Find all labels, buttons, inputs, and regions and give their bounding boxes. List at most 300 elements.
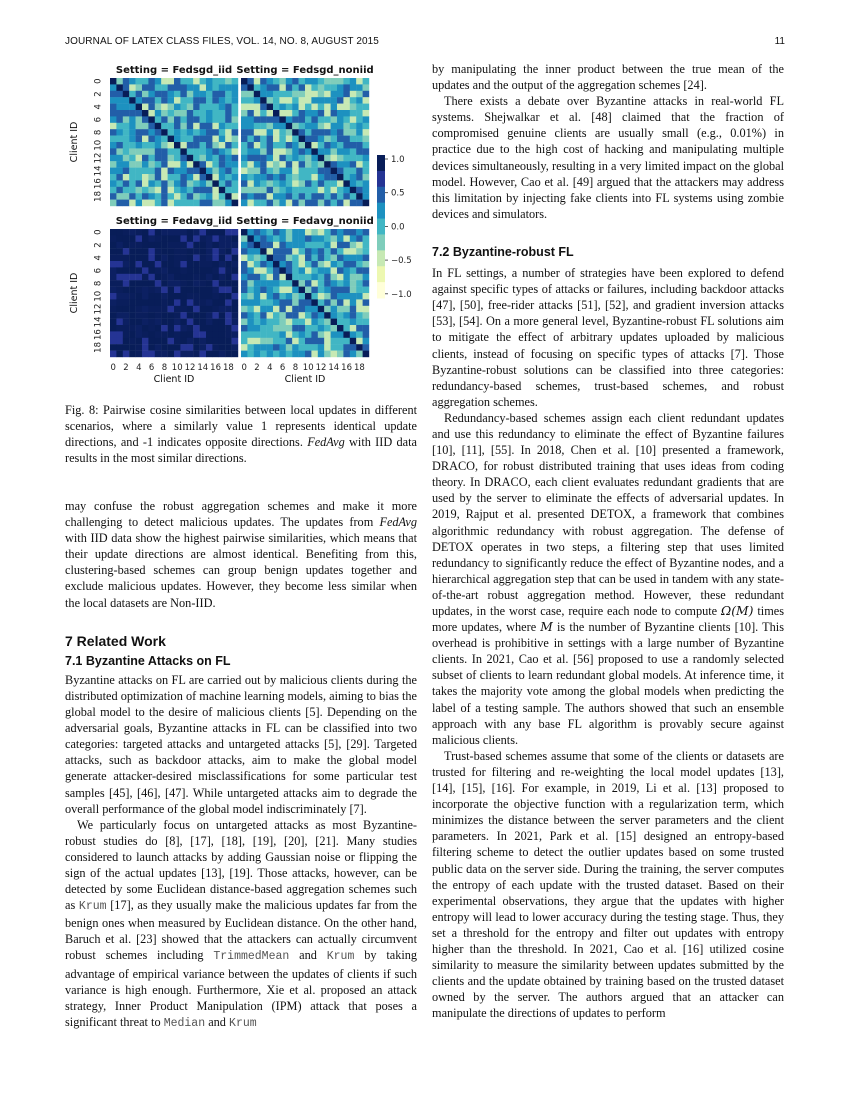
heatmap-cell [324, 148, 331, 155]
heatmap-cell [343, 180, 350, 187]
heatmap-cell [180, 325, 187, 332]
heatmap-cell [180, 242, 187, 249]
heatmap-cell [286, 299, 293, 306]
heatmap-cell [116, 242, 123, 249]
heatmap-cell [350, 306, 357, 313]
heatmap-cell [363, 325, 370, 332]
heatmap-cell [350, 91, 357, 98]
heatmap-cell [267, 293, 274, 300]
heatmap-cell [337, 274, 344, 281]
heatmap-cell [187, 97, 194, 104]
heatmap-cell [155, 235, 162, 242]
heatmap-cell [247, 123, 254, 130]
heatmap-cell [206, 299, 213, 306]
heatmap-cell [324, 248, 331, 255]
heatmap-cell [305, 280, 312, 287]
heatmap-cell [350, 261, 357, 268]
heatmap-cell [110, 78, 117, 85]
heatmap-cell [136, 78, 143, 85]
heatmap-cell [311, 312, 318, 319]
heatmap-cell [286, 325, 293, 332]
heatmap-cell [129, 293, 136, 300]
x-tick-label: 10 [171, 363, 183, 373]
heatmap-cell [110, 200, 117, 207]
heatmap-cell [174, 299, 181, 306]
heatmap-cell [299, 338, 306, 345]
heatmap-cell [116, 248, 123, 255]
heatmap-cell [343, 97, 350, 104]
heatmap-cell [123, 229, 130, 236]
heatmap-cell [305, 235, 312, 242]
heatmap-cell [292, 168, 299, 175]
paragraph: by manipulating the inner product between the true mean of the updates and the output of the aggregation schemes [24]. [432, 62, 784, 93]
heatmap-cell [232, 299, 239, 306]
heatmap-cell [279, 129, 286, 136]
heatmap-cell [200, 136, 207, 143]
heatmap-cell [232, 104, 239, 111]
heatmap-cell [193, 274, 200, 281]
heatmap-cell [286, 331, 293, 338]
heatmap-cell [129, 280, 136, 287]
heatmap-cell [212, 78, 219, 85]
heatmap-cell [193, 91, 200, 98]
heatmap-cell [232, 193, 239, 200]
heatmap-cell [193, 306, 200, 313]
heatmap-cell [299, 261, 306, 268]
heatmap-cell [260, 187, 267, 194]
heatmap-cell [168, 344, 175, 351]
heatmap-cell [267, 255, 274, 262]
subsection-heading: 7.1 Byzantine Attacks on FL [65, 653, 231, 668]
x-tick-label: 6 [148, 363, 155, 373]
heatmap-cell [318, 200, 325, 207]
text-span: is the number of Byzantine clients [10]. This overhead is prohibitive in settings with a large number of Byzantine clients. In 2021, Cao et al. [56] proposed to use a randomly selected subset of clients to learn redundant global models. At inference time, it takes the majority vote among the global models when predicting the label of a testing sample. The authors showed that such an ensemble approach with any base FL algorithm is provably secure against malicious clients. [432, 620, 784, 747]
heatmap-cell [337, 129, 344, 136]
heatmap-cell [356, 161, 363, 168]
heatmap-cell [148, 200, 155, 207]
heatmap-cell [279, 261, 286, 268]
x-axis-label: Client ID [284, 374, 326, 385]
heatmap-cell [219, 155, 226, 162]
heatmap-cell [129, 193, 136, 200]
heatmap-cell [343, 78, 350, 85]
heatmap-cell [350, 287, 357, 294]
heatmap-cell [305, 78, 312, 85]
heatmap-cell [318, 123, 325, 130]
heatmap-cell [363, 287, 370, 294]
heatmap-cell [174, 155, 181, 162]
code-krum: Krum [326, 950, 355, 964]
heatmap-cell [260, 235, 267, 242]
heatmap-cell [241, 331, 248, 338]
text-span: with IID data show the highest pairwise similarities, which means that their update directions are almost identical. Benefiting from this, clustering-based schemes can group benign updates together and exclude malicious updates. However, they become less similar when the local datasets are Non-IID. [65, 531, 417, 610]
heatmap-cell [305, 142, 312, 149]
heatmap-cell [273, 235, 280, 242]
heatmap-cell [356, 287, 363, 294]
heatmap-cell [148, 116, 155, 123]
heatmap-cell [286, 306, 293, 313]
heatmap-cell [136, 110, 143, 117]
colorbar-segment [377, 234, 385, 250]
heatmap-cell [356, 136, 363, 143]
heatmap-cell [318, 274, 325, 281]
y-tick-label: 14 [93, 316, 104, 328]
heatmap-cell [311, 280, 318, 287]
heatmap-cell [232, 306, 239, 313]
heatmap-cell [267, 261, 274, 268]
heatmap-cell [161, 110, 168, 117]
heatmap-cell [155, 116, 162, 123]
heatmap-cell [343, 148, 350, 155]
heatmap-cell [142, 338, 149, 345]
heatmap-cell [225, 325, 232, 332]
colorbar-segment [377, 266, 385, 282]
heatmap-cell [212, 261, 219, 268]
y-tick-label: 4 [93, 104, 104, 110]
heatmap-cell [331, 91, 338, 98]
heatmap-cell [356, 229, 363, 236]
heatmap-cell [279, 161, 286, 168]
heatmap-cell [180, 200, 187, 207]
heatmap-cell [254, 91, 261, 98]
heatmap-cell [331, 248, 338, 255]
heatmap-cell [279, 123, 286, 130]
heatmap-cell [241, 299, 248, 306]
heatmap-cell [142, 280, 149, 287]
heatmap-cell [273, 312, 280, 319]
heatmap-cell [155, 193, 162, 200]
heatmap-cell [206, 351, 213, 358]
heatmap-cell [292, 287, 299, 294]
heatmap-cell [180, 142, 187, 149]
heatmap-cell [241, 104, 248, 111]
heatmap-cell [193, 155, 200, 162]
heatmap-cell [212, 97, 219, 104]
heatmap-cell [129, 255, 136, 262]
heatmap-cell [142, 129, 149, 136]
heatmap-cell [241, 97, 248, 104]
heatmap-cell [148, 123, 155, 130]
heatmap-cell [286, 235, 293, 242]
heatmap-cell [180, 338, 187, 345]
heatmap-cell [116, 78, 123, 85]
heatmap-cell [241, 344, 248, 351]
heatmap-cell [200, 293, 207, 300]
heatmap-cell [168, 229, 175, 236]
heatmap-cell [212, 306, 219, 313]
heatmap-cell [292, 319, 299, 326]
heatmap-cell [350, 129, 357, 136]
heatmap-cell [161, 84, 168, 91]
heatmap-cell [136, 229, 143, 236]
heatmap-cell [343, 248, 350, 255]
heatmap-cell [324, 261, 331, 268]
heatmap-cell [206, 180, 213, 187]
heatmap-cell [200, 168, 207, 175]
heatmap-cell [193, 267, 200, 274]
heatmap-cell [193, 287, 200, 294]
heatmap-cell [324, 136, 331, 143]
heatmap-cell [273, 280, 280, 287]
heatmap-cell [123, 242, 130, 249]
heatmap-cell [350, 78, 357, 85]
heatmap-cell [123, 193, 130, 200]
heatmap-cell [129, 84, 136, 91]
heatmap-cell [305, 129, 312, 136]
heatmap-cell [311, 274, 318, 281]
heatmap-cell [232, 331, 239, 338]
heatmap-cell [212, 116, 219, 123]
heatmap-cell [311, 255, 318, 262]
heatmap-cell [168, 248, 175, 255]
heatmap-cell [206, 255, 213, 262]
heatmap-cell [292, 242, 299, 249]
heatmap-cell [324, 338, 331, 345]
heatmap-cell [350, 193, 357, 200]
heatmap-cell [168, 306, 175, 313]
heatmap-cell [363, 319, 370, 326]
heatmap-cell [311, 180, 318, 187]
heatmap-cell [311, 187, 318, 194]
heatmap-cell [318, 91, 325, 98]
heatmap-cell [155, 255, 162, 262]
heatmap-cell [193, 338, 200, 345]
heatmap-cell [206, 91, 213, 98]
heatmap-cell [267, 200, 274, 207]
heatmap-cell [331, 331, 338, 338]
colorbar-tick-label: 0.0 [391, 222, 405, 233]
heatmap-cell [305, 148, 312, 155]
heatmap-cell [212, 129, 219, 136]
heatmap-cell [286, 312, 293, 319]
heatmap-cell [161, 344, 168, 351]
heatmap-cell [267, 78, 274, 85]
heatmap-cell [148, 168, 155, 175]
heatmap-cell [225, 344, 232, 351]
heatmap-cell [299, 319, 306, 326]
heatmap-cell [206, 193, 213, 200]
heatmap-cell [273, 91, 280, 98]
heatmap-cell [129, 267, 136, 274]
heatmap-cell [174, 129, 181, 136]
heatmap-cell [219, 280, 226, 287]
heatmap-cell [273, 331, 280, 338]
heatmap-cell [129, 274, 136, 281]
heatmap-cell [363, 267, 370, 274]
heatmap-cell [206, 78, 213, 85]
heatmap-cell [193, 351, 200, 358]
heatmap-cell [318, 84, 325, 91]
heatmap-cell [206, 312, 213, 319]
heatmap-cell [247, 306, 254, 313]
heatmap-cell [254, 280, 261, 287]
heatmap-cell [311, 78, 318, 85]
heatmap-cell [116, 235, 123, 242]
heatmap-cell [299, 129, 306, 136]
text-span: and [299, 948, 317, 963]
heatmap-cell [193, 325, 200, 332]
heatmap-cell [286, 161, 293, 168]
heatmap-cell [311, 229, 318, 236]
heatmap-cell [331, 299, 338, 306]
heatmap-cell [318, 97, 325, 104]
paragraph: Trust-based schemes assume that some of the clients or datasets are trusted for filtering and re-weighting the local model updates [13], [14], [15], [16]. For example, in 2019, Li et al. [13] proposed to incorporate the objective function with a regularization term, which minimizes the distance between the server parameters and the client parameters. In 2021, Park et al. [15] designed an entropy-based filtering scheme to detect the outlier updates based on some trusted public data on the server side. During the training, the server computes the entropy of each update with the trusted dataset. Based on their experimental observations, they argue that the updates with higher entropy will lead to lower accuracy during the testing stage. Thus, they set a threshold for the entropy and filter out updates with entropy higher than the threshold. In 2021, Cao et al. [16] utilized cosine similarity to measure the similarity between updates submitted by the clients and the update obtained by training based on the trusted dataset owned by the server. The authors argued that an attacker can manipulate the directions of updates to perform [432, 748, 784, 1021]
heatmap-cell [363, 255, 370, 262]
heatmap-cell [168, 174, 175, 181]
heatmap-cell [279, 104, 286, 111]
heatmap-cell [168, 193, 175, 200]
y-tick-label: 12 [93, 152, 104, 164]
heatmap-cell [343, 168, 350, 175]
heatmap-cell [129, 174, 136, 181]
heatmap-cell [168, 180, 175, 187]
heatmap-cell [286, 136, 293, 143]
heatmap-cell [142, 242, 149, 249]
heatmap-cell [299, 312, 306, 319]
heatmap-cell [225, 84, 232, 91]
heatmap-cell [324, 78, 331, 85]
heatmap-cell [247, 136, 254, 143]
math-omega: Ω(M) [721, 604, 754, 618]
heatmap-cell [267, 104, 274, 111]
heatmap-cell [286, 351, 293, 358]
heatmap-cell [363, 129, 370, 136]
heatmap-cell [219, 174, 226, 181]
heatmap-cell [174, 136, 181, 143]
heatmap-cell [286, 261, 293, 268]
heatmap-cell [350, 319, 357, 326]
heatmap-cell [110, 110, 117, 117]
heatmap-cell [116, 229, 123, 236]
heatmap-cell [129, 161, 136, 168]
heatmap-cell [254, 312, 261, 319]
heatmap-cell [260, 248, 267, 255]
heatmap-cell [225, 129, 232, 136]
heatmap-cell [324, 344, 331, 351]
heatmap-cell [299, 168, 306, 175]
heatmap-cell [363, 78, 370, 85]
caption-label: Fig. 8: [65, 403, 99, 417]
heatmap-cell [324, 187, 331, 194]
heatmap-cell [292, 325, 299, 332]
heatmap-cell [356, 168, 363, 175]
heatmap-cell [241, 338, 248, 345]
heatmap-cell [225, 142, 232, 149]
heatmap-cell [350, 280, 357, 287]
heatmap-cell [363, 84, 370, 91]
heatmap-cell [193, 148, 200, 155]
heatmap-cell [212, 110, 219, 117]
heatmap-cell [318, 261, 325, 268]
heatmap-cell [305, 248, 312, 255]
heatmap-cell [318, 161, 325, 168]
heatmap-cell [110, 344, 117, 351]
heatmap-cell [136, 180, 143, 187]
heatmap-cell [286, 248, 293, 255]
heatmap-cell [324, 104, 331, 111]
heatmap-cell [273, 200, 280, 207]
heatmap-cell [219, 110, 226, 117]
heatmap-cell [279, 299, 286, 306]
heatmap-cell [142, 97, 149, 104]
heatmap-cell [286, 344, 293, 351]
heatmap-cell [123, 104, 130, 111]
heatmap-cell [123, 187, 130, 194]
heatmap-cell [136, 136, 143, 143]
heatmap-cell [343, 312, 350, 319]
heatmap-cell [292, 142, 299, 149]
heatmap-cell [267, 267, 274, 274]
heatmap-cell [200, 84, 207, 91]
heatmap-cell [292, 84, 299, 91]
heatmap-cell [142, 136, 149, 143]
heatmap-cell [286, 155, 293, 162]
heatmap-cell [174, 255, 181, 262]
heatmap-cell [350, 274, 357, 281]
x-tick-label: 6 [279, 363, 286, 373]
heatmap-cell [267, 280, 274, 287]
heatmap-figure [65, 60, 417, 390]
heatmap-cell [206, 129, 213, 136]
heatmap-cell [206, 136, 213, 143]
heatmap-cell [337, 287, 344, 294]
heatmap-cell [337, 104, 344, 111]
colorbar-segment [377, 203, 385, 219]
heatmap-cell [299, 180, 306, 187]
heatmap-cell [200, 274, 207, 281]
x-tick-label: 18 [353, 363, 365, 373]
heatmap-cell [206, 174, 213, 181]
heatmap-cell [219, 344, 226, 351]
heatmap-cell [110, 306, 117, 313]
heatmap-cell [187, 351, 194, 358]
heatmap-cell [232, 148, 239, 155]
heatmap-cell [123, 338, 130, 345]
heatmap-cell [299, 280, 306, 287]
heatmap-cell [331, 136, 338, 143]
heatmap-cell [219, 235, 226, 242]
heatmap-cell [168, 142, 175, 149]
y-tick-label: 10 [93, 290, 104, 302]
heatmap-cell [318, 104, 325, 111]
heatmap-cell [225, 267, 232, 274]
heatmap-cell [110, 161, 117, 168]
heatmap-cell [247, 331, 254, 338]
heatmap-cell [343, 344, 350, 351]
heatmap-cell [343, 110, 350, 117]
heatmap-cell [305, 91, 312, 98]
heatmap-cell [363, 200, 370, 207]
heatmap-cell [168, 187, 175, 194]
heatmap-cell [363, 312, 370, 319]
heatmap-cell [350, 161, 357, 168]
heatmap-cell [273, 110, 280, 117]
heatmap-cell [219, 97, 226, 104]
heatmap-cell [299, 116, 306, 123]
heatmap-cell [180, 344, 187, 351]
heatmap-cell [155, 136, 162, 143]
heatmap-cell [311, 306, 318, 313]
heatmap-cell [318, 110, 325, 117]
heatmap-cell [247, 174, 254, 181]
heatmap-cell [148, 299, 155, 306]
heatmap-cell [180, 129, 187, 136]
heatmap-cell [241, 129, 248, 136]
heatmap-cell [212, 299, 219, 306]
heatmap-cell [161, 312, 168, 319]
heatmap-cell [206, 148, 213, 155]
heatmap-cell [299, 255, 306, 262]
